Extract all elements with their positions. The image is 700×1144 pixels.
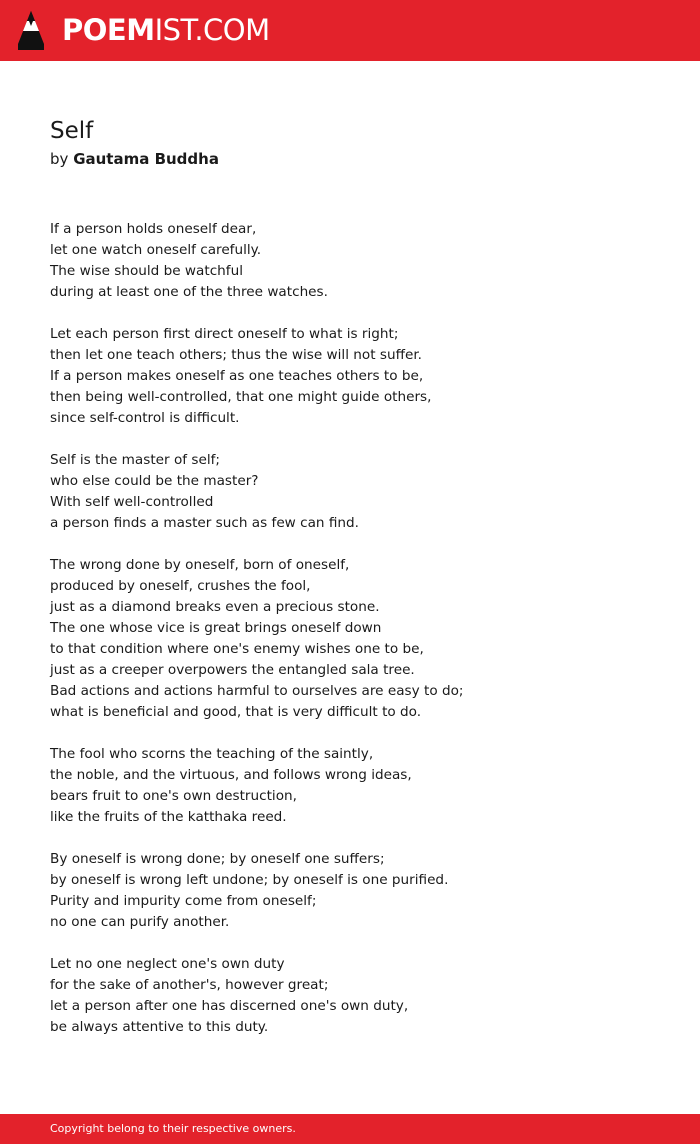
logo-word-light: IST.COM: [154, 13, 270, 47]
poem-line: bears fruit to one's own destruction,: [50, 788, 297, 804]
byline-prefix: by: [50, 150, 69, 168]
poem-line: by oneself is wrong left undone; by oneself is one purified.: [50, 872, 449, 888]
poem-line: The wrong done by oneself, born of oneself,: [50, 557, 350, 573]
poem-line: let one watch oneself carefully.: [50, 242, 262, 258]
poem-line: like the fruits of the katthaka reed.: [50, 809, 287, 825]
copyright-notice: Copyright belong to their respective owners.: [50, 1122, 296, 1135]
poem-line: Let no one neglect one's own duty: [50, 956, 285, 972]
poem-line: just as a diamond breaks even a precious stone.: [50, 599, 380, 615]
site-header: [0, 0, 700, 61]
poem-line: for the sake of another's, however great;: [50, 977, 329, 993]
poem-line: who else could be the master?: [50, 473, 259, 489]
poem-line: then being well-controlled, that one might guide others,: [50, 389, 432, 405]
poem-line: Let each person first direct oneself to what is right;: [50, 326, 399, 342]
poem-line: If a person makes oneself as one teaches others to be,: [50, 368, 424, 384]
poem-line: The wise should be watchful: [50, 263, 243, 279]
poem-line: just as a creeper overpowers the entangled sala tree.: [50, 662, 415, 678]
pencil-tip-icon[interactable]: [17, 10, 45, 51]
logo-word-strong: POEM: [62, 13, 155, 47]
poem-stanza: [50, 744, 670, 828]
poem-line: The one whose vice is great brings oneself down: [50, 620, 382, 636]
poem-line: since self-control is difficult.: [50, 410, 240, 426]
site-footer: [0, 1114, 700, 1144]
poem-author: Gautama Buddha: [73, 150, 219, 168]
poem-line: the noble, and the virtuous, and follows wrong ideas,: [50, 767, 412, 783]
poem-line: The fool who scorns the teaching of the saintly,: [50, 746, 374, 762]
poem-line: during at least one of the three watches.: [50, 284, 328, 300]
poem-stanza: [50, 954, 670, 1038]
poem-line: With self well-controlled: [50, 494, 214, 510]
poem-title: Self: [50, 118, 94, 144]
poem-line: then let one teach others; thus the wise will not suffer.: [50, 347, 422, 363]
poem-line: be always attentive to this duty.: [50, 1019, 269, 1035]
poem-line: If a person holds oneself dear,: [50, 221, 257, 237]
poem-line: By oneself is wrong done; by oneself one suffers;: [50, 851, 385, 867]
poem-stanza: [50, 555, 670, 723]
poem-byline: [50, 149, 219, 169]
poem-stanza: [50, 324, 670, 429]
poem-line: no one can purify another.: [50, 914, 230, 930]
poem-line: a person finds a master such as few can find.: [50, 515, 359, 531]
site-logo[interactable]: [62, 12, 270, 48]
poem-line: produced by oneself, crushes the fool,: [50, 578, 311, 594]
poem-line: Bad actions and actions harmful to ourselves are easy to do;: [50, 683, 464, 699]
poem-line: Self is the master of self;: [50, 452, 220, 468]
poem-line: Purity and impurity come from oneself;: [50, 893, 317, 909]
poem-stanza: [50, 849, 670, 933]
poem-line: let a person after one has discerned one's own duty,: [50, 998, 409, 1014]
poem-body: [50, 219, 670, 1059]
poem-stanza: [50, 219, 670, 303]
poem-line: what is beneficial and good, that is very difficult to do.: [50, 704, 422, 720]
poem-line: to that condition where one's enemy wishes one to be,: [50, 641, 424, 657]
poem-stanza: [50, 450, 670, 534]
